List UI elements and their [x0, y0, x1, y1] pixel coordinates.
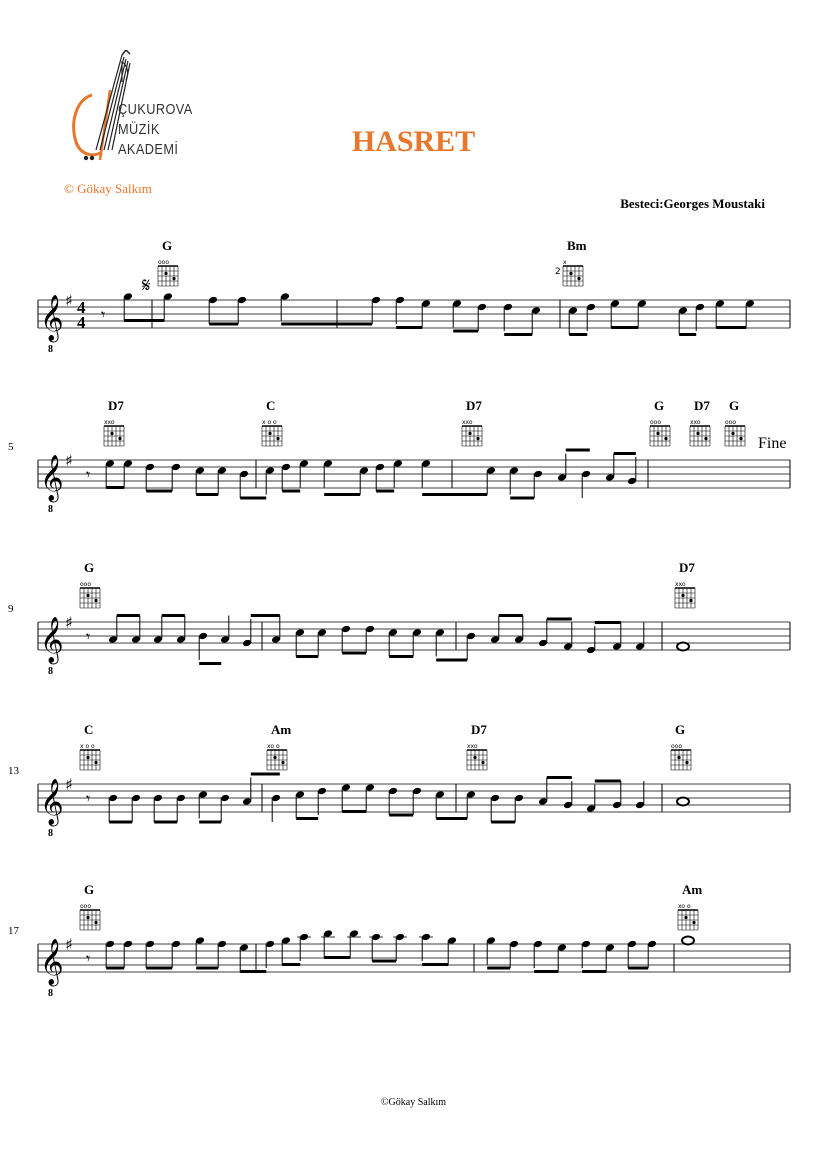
chord-diagram-dot	[704, 437, 707, 440]
chord-diagram-dot	[94, 761, 97, 764]
octave-down-mark: 8	[48, 344, 53, 355]
treble-clef-icon: 𝄞	[40, 779, 64, 825]
chord-diagram-dot	[276, 437, 279, 440]
chord-diagram-open-strings: ooo	[671, 743, 683, 750]
chord-name: D7	[466, 398, 482, 413]
chord-diagram-dot	[94, 921, 97, 924]
octave-down-mark: 8	[48, 988, 53, 999]
chord-diagram-open-strings: xo o	[267, 743, 280, 750]
chord-diagram-open-strings: xxo	[467, 743, 478, 750]
measure-number: 5	[8, 441, 14, 453]
chord-diagram-open-strings: x	[563, 259, 567, 266]
octave-down-mark: 8	[48, 828, 53, 839]
chord-name: D7	[679, 560, 695, 575]
key-signature-sharp-icon: ♯	[65, 935, 73, 954]
chord-name: G	[729, 398, 740, 413]
chord-diagram-dot	[696, 432, 699, 435]
chord-diagram-dot	[692, 921, 695, 924]
chord-diagram-dot	[656, 432, 659, 435]
treble-clef-icon: 𝄞	[40, 455, 64, 501]
chord-name: D7	[694, 398, 710, 413]
chord-name: C	[84, 722, 94, 737]
chord-diagram-dot	[172, 277, 175, 280]
chord-diagram-open-strings: x o o	[262, 419, 277, 426]
chord-diagram-dot	[569, 272, 572, 275]
logo-line: MÜZİK	[118, 121, 160, 138]
chord-name: G	[84, 882, 95, 897]
chord-diagram-dot	[685, 761, 688, 764]
fine-marking: Fine	[758, 435, 787, 452]
treble-clef-icon: 𝄞	[40, 939, 64, 985]
chord-diagram-open-strings: ooo	[80, 581, 92, 588]
chord-name: G	[654, 398, 665, 413]
key-signature-sharp-icon: ♯	[65, 451, 73, 470]
chord-name: Am	[682, 882, 703, 897]
chord-diagram-open-strings: xo o	[678, 903, 691, 910]
measure-number: 9	[8, 603, 14, 615]
chord-diagram-dot	[164, 272, 167, 275]
chord-diagram-dot	[689, 599, 692, 602]
whole-note	[677, 798, 689, 806]
chord-diagram-dot	[577, 277, 580, 280]
whole-note	[682, 937, 694, 945]
chord-diagram-dot	[273, 756, 276, 759]
chord-diagram-open-strings: x o o	[80, 743, 95, 750]
logo-line: AKADEMİ	[118, 141, 179, 158]
eighth-rest-icon: 𝄾	[101, 305, 106, 324]
chord-diagram-open-strings: xxo	[690, 419, 701, 426]
key-signature-sharp-icon: ♯	[65, 775, 73, 794]
chord-diagram-dot	[86, 756, 89, 759]
octave-down-mark: 8	[48, 666, 53, 677]
chord-name: C	[266, 398, 276, 413]
chord-diagram-dot	[94, 599, 97, 602]
chord-name: G	[162, 238, 173, 253]
chord-name: G	[84, 560, 95, 575]
composer-credit: Besteci:Georges Moustaki	[620, 196, 765, 211]
chord-name: D7	[471, 722, 487, 737]
time-signature-bottom: 4	[77, 313, 86, 332]
chord-diagram-open-strings: xxo	[462, 419, 473, 426]
chord-diagram-dot	[110, 432, 113, 435]
chord-diagram-dot	[86, 916, 89, 919]
chord-diagram-dot	[468, 432, 471, 435]
treble-clef-icon: 𝄞	[40, 617, 64, 663]
chord-diagram-open-strings: ooo	[80, 903, 92, 910]
chord-diagram-dot	[268, 432, 271, 435]
eighth-rest-icon: 𝄾	[86, 949, 91, 968]
time-signature-top: 4	[77, 298, 86, 317]
measure-number: 13	[8, 765, 19, 777]
song-title: HASRET	[351, 125, 476, 158]
chord-diagram-open-strings: ooo	[158, 259, 170, 266]
chord-name: Am	[271, 722, 292, 737]
chord-diagram-open-strings: ooo	[725, 419, 737, 426]
key-signature-sharp-icon: ♯	[65, 291, 73, 310]
eighth-rest-icon: 𝄾	[86, 627, 91, 646]
chord-diagram-dot	[684, 916, 687, 919]
segno-icon: 𝄋	[142, 273, 151, 297]
chord-diagram-dot	[281, 761, 284, 764]
chord-diagram-dot	[731, 432, 734, 435]
chord-diagram-fret-number: 2	[555, 267, 561, 277]
octave-down-mark: 8	[48, 504, 53, 515]
chord-diagram-open-strings: ooo	[650, 419, 662, 426]
key-signature-sharp-icon: ♯	[65, 613, 73, 632]
chord-diagram-dot	[476, 437, 479, 440]
chord-name: Bm	[567, 238, 587, 253]
chord-diagram-dot	[118, 437, 121, 440]
chord-diagram-dot	[681, 594, 684, 597]
measure-number: 17	[8, 925, 19, 937]
chord-diagram-dot	[473, 756, 476, 759]
whole-note	[677, 643, 689, 651]
chord-diagram-open-strings: xxo	[104, 419, 115, 426]
logo-line: ÇUKUROVA	[118, 101, 193, 118]
eighth-rest-icon: 𝄾	[86, 465, 91, 484]
copyright-notice: © Gökay Salkım	[64, 181, 152, 196]
eighth-rest-icon: 𝄾	[86, 789, 91, 808]
chord-name: G	[675, 722, 686, 737]
chord-diagram-dot	[481, 761, 484, 764]
chord-diagram-dot	[664, 437, 667, 440]
chord-name: D7	[108, 398, 124, 413]
chord-diagram-dot	[739, 437, 742, 440]
footer-copyright: ©Gökay Salkım	[380, 1097, 447, 1108]
chord-diagram-open-strings: xxo	[675, 581, 686, 588]
treble-clef-icon: 𝄞	[40, 295, 64, 341]
chord-diagram-dot	[86, 594, 89, 597]
chord-diagram-dot	[677, 756, 680, 759]
